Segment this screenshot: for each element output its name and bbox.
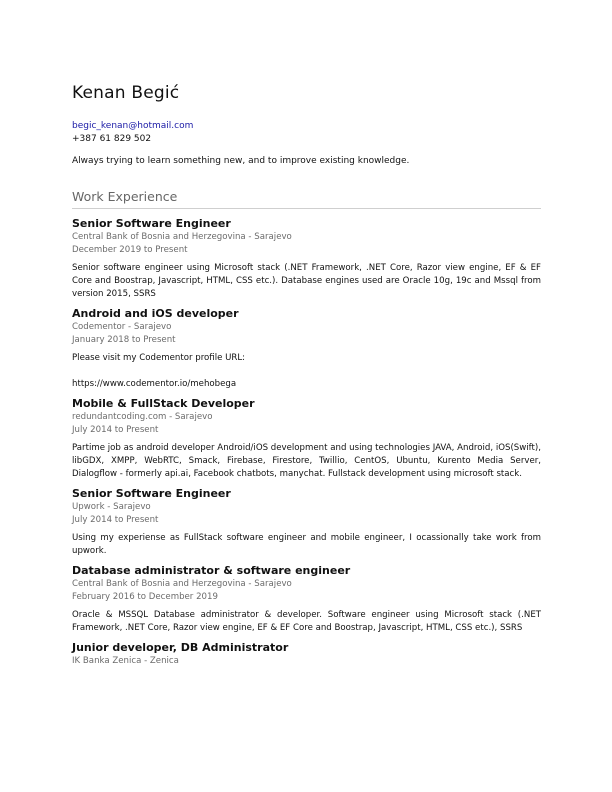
phone-number: +387 61 829 502 [72,134,152,144]
job-description: Senior software engineer using Microsoft stack (.NET Framework, .NET Core, Razor view engine, EF & EF Core and Boostrap, Javascript, HTML, CSS etc.). Database engines used are Oracle 10g, 19c and Mssql from version 2015, SSRS [72,263,541,299]
job-end-date: Present [126,425,159,435]
job-company: Central Bank of Bosnia and Herzegovina [72,579,246,589]
job-start-date: July 2014 [72,425,113,435]
location-separator: - [104,502,114,512]
job-description: Using my experiense as FullStack software engineer and mobile engineer, I ocassionally take work from upwork. [72,533,541,556]
date-separator: to [141,245,156,255]
job-entry [72,217,541,301]
location-separator: - [141,656,150,666]
date-separator: to [112,425,127,435]
job-title: Junior developer, DB Administrator [72,641,289,654]
job-description: Oracle & MSSQL Database administrator & developer. Software engineer using Microsoft stack (.NET Framework, .NET Core, Razor view engine, EF & EF Core and Boostrap, Javascript, HTML, CSS etc.), SSRS [72,610,541,633]
job-location: Sarajevo [254,579,292,589]
job-company: Central Bank of Bosnia and Herzegovina [72,232,246,242]
location-separator: - [245,579,255,589]
job-dates [72,514,541,527]
location-separator: - [166,412,175,422]
job-location: Zenica [149,656,179,666]
candidate-name: Kenan Begić [72,83,180,103]
location-separator: - [125,322,134,332]
section-divider [72,208,541,209]
job-entry [72,307,541,391]
job-title: Android and iOS developer [72,307,239,320]
spacer [72,365,541,378]
job-company: Upwork [72,502,105,512]
date-separator: to [112,515,127,525]
job-description: Partime job as android developer Android/iOS development and using technologies JAVA, Android, iOS(Swift), libGDX, XMPP, WebRTC, Smack, Firebase, Firestore, Twillio, CentOS, Ubuntu, Kurento Media Server, Dialogflow - formerly api.ai, Facebook chatbots, manychat. Fullstack development using microsoft stack. [72,443,541,479]
job-title: Database administrator & software engineer [72,564,351,577]
email-link[interactable]: begic_kenan@hotmail.com [72,121,194,131]
job-dates [72,591,541,604]
date-separator: to [134,592,149,602]
job-location: Sarajevo [113,502,151,512]
job-title: Senior Software Engineer [72,217,231,230]
job-end-date: Present [126,515,159,525]
job-company: redundantcoding.com [72,412,167,422]
job-entry [72,564,541,635]
job-company: IK Banka Zenica [72,656,142,666]
job-company-location [72,321,541,334]
job-title: Mobile & FullStack Developer [72,397,255,410]
job-entry [72,641,541,668]
job-dates [72,424,541,437]
job-company: Codementor [72,322,126,332]
job-dates [72,334,541,347]
date-separator: to [129,335,144,345]
work-experience-list [72,217,541,674]
summary-text: Always trying to learn something new, and to improve existing knowledge. [72,156,410,166]
job-dates [72,244,541,257]
job-end-date: Present [155,245,188,255]
job-description: Please visit my Codementor profile URL: [72,353,246,363]
job-start-date: January 2018 [72,335,130,345]
job-location: Sarajevo [174,412,213,422]
job-end-date: Present [143,335,176,345]
job-company-location [72,655,541,668]
job-profile-url[interactable]: https://www.codementor.io/mehobega [72,379,237,389]
job-start-date: July 2014 [72,515,113,525]
job-company-location [72,501,541,514]
job-entry [72,487,541,558]
location-separator: - [245,232,255,242]
section-title-work-experience: Work Experience [72,189,178,204]
job-location: Sarajevo [254,232,292,242]
job-company-location [72,231,541,244]
job-company-location [72,578,541,591]
job-end-date: December 2019 [148,592,218,602]
job-company-location [72,411,541,424]
job-location: Sarajevo [133,322,172,332]
job-start-date: December 2019 [72,245,142,255]
job-entry [72,397,541,481]
job-title: Senior Software Engineer [72,487,231,500]
job-start-date: February 2016 [72,592,135,602]
